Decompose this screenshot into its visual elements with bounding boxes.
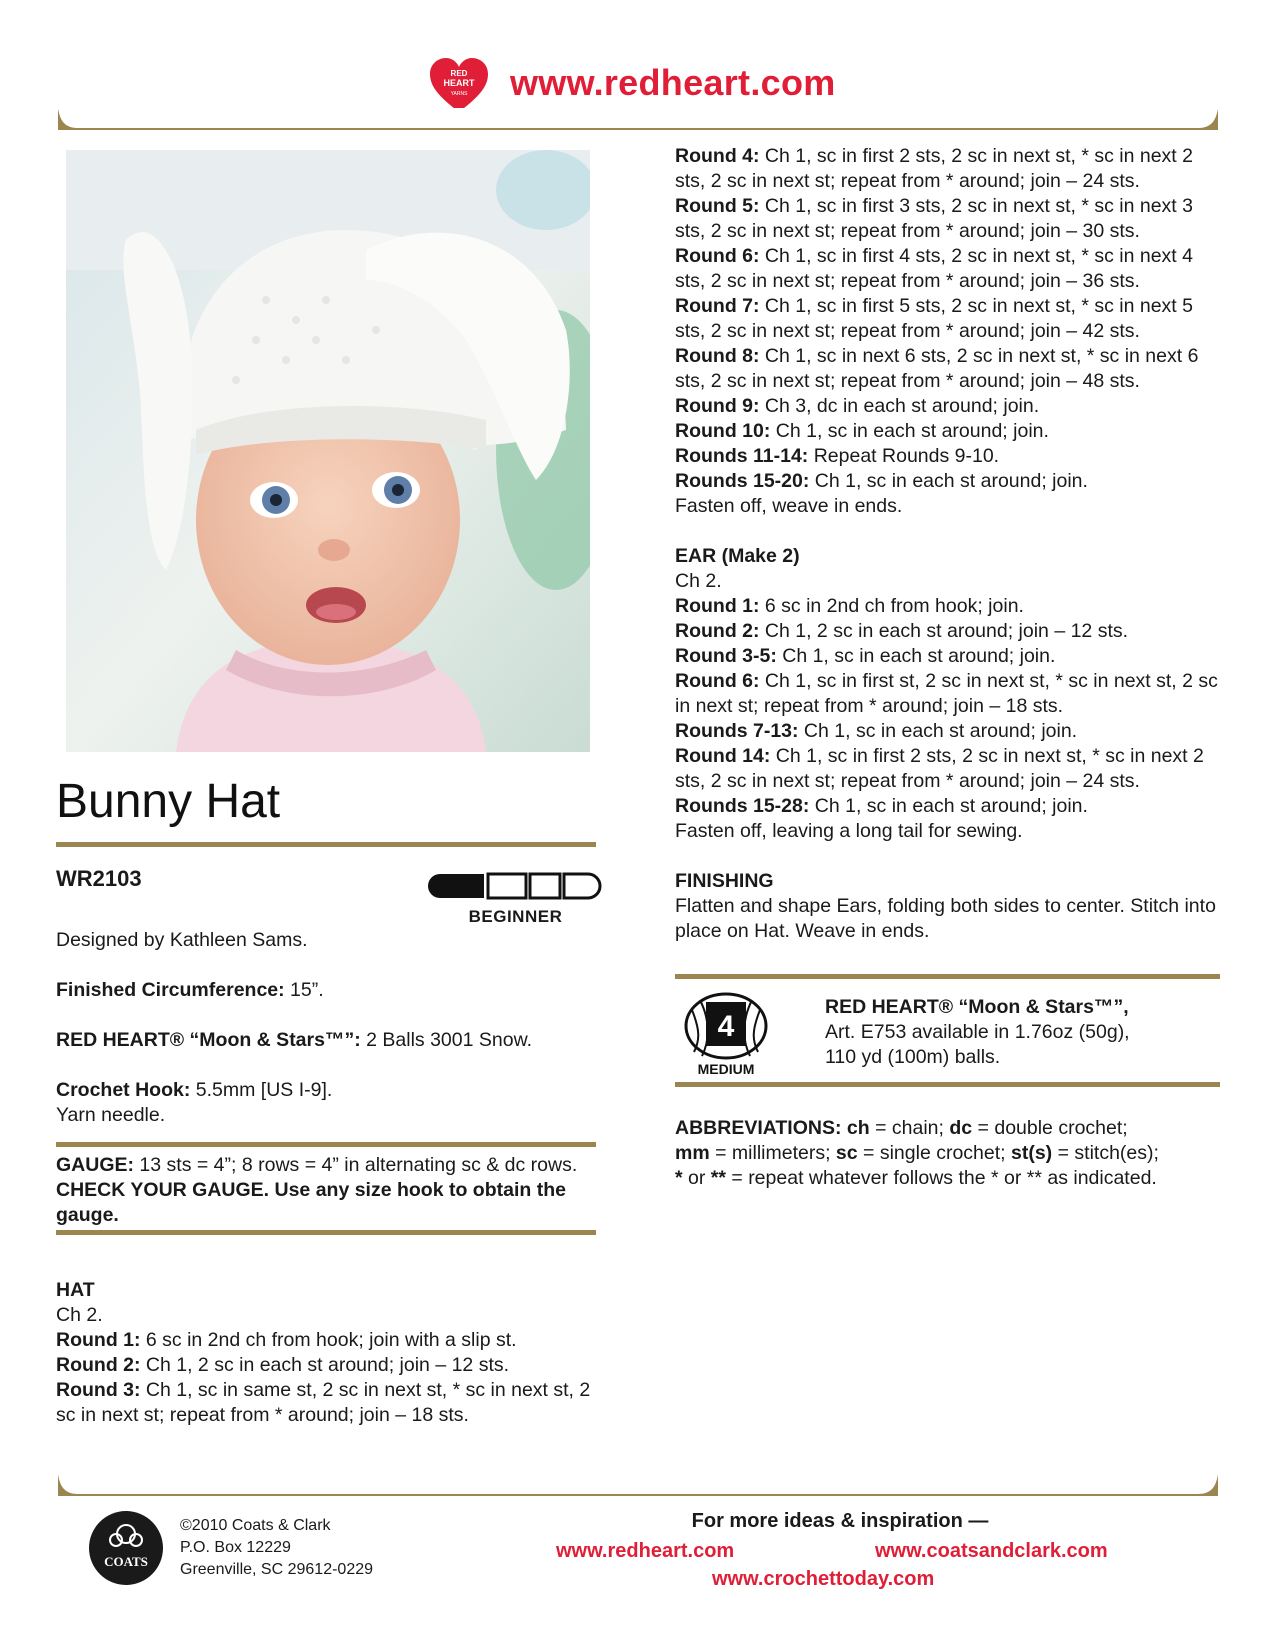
hat-round-6: Round 6: Ch 1, sc in first 4 sts, 2 sc in next st, * sc in next 4 sts, 2 sc in next st; repeat from * around; join – 36 sts. [675,245,1193,292]
gauge-block [56,1153,596,1228]
pattern-code: WR2103 [56,866,142,891]
gauge-bottom-divider [56,1230,596,1235]
hat-round-4: Round 4: Ch 1, sc in first 2 sts, 2 sc in next st, * sc in next 2 sts, 2 sc in next st; repeat from * around; join – 24 sts. [675,145,1193,192]
ear-round-1: Round 1: 6 sc in 2nd ch from hook; join. [675,595,1024,617]
hat-round-3: Round 3: Ch 1, sc in same st, 2 sc in next st, * sc in next st, 2 sc in next st; repeat from * around; join – 18 sts. [56,1379,591,1426]
gauge-value: 13 sts = 4”; 8 rows = 4” in alternating sc & dc rows. [134,1154,578,1176]
pattern-title: Bunny Hat [56,775,281,828]
yarn-box-bottom-divider [675,1082,1220,1087]
yarn-value: 2 Balls 3001 Snow. [360,1029,533,1051]
hat-start: Ch 2. [56,1304,103,1326]
ear-round-2: Round 2: Ch 1, 2 sc in each st around; join – 12 sts. [675,620,1129,642]
footer-gold-band [58,1474,1218,1496]
ear-round-6: Round 6: Ch 1, sc in first st, 2 sc in next st, * sc in next st, 2 sc in next st; repeat from * around; join – 18 sts. [675,670,1218,717]
finishing-text: Flatten and shape Ears, folding both sides to center. Stitch into place on Hat. Weave in ends. [675,895,1216,942]
hat-round-2: Round 2: Ch 1, 2 sc in each st around; join – 12 sts. [56,1354,510,1376]
header-gold-band [58,108,1218,130]
yarn-requirement [56,1028,596,1053]
yarn-box-top-divider [675,974,1220,979]
hat-round-7: Round 7: Ch 1, sc in first 5 sts, 2 sc in next st, * sc in next 5 sts, 2 sc in next st; repeat from * around; join – 42 sts. [675,295,1193,342]
abbreviations-section: ABBREVIATIONS: ch = chain; dc = double crochet; mm = millimeters; sc = single crochet; st(s) = stitch(es); * or ** = repeat whatever follows the * or ** as indicated. [675,1117,1159,1189]
ear-round-14: Round 14: Ch 1, sc in first 2 sts, 2 sc in next st, * sc in next 2 sts, 2 sc in next st; repeat from * around; join – 24 sts. [675,745,1204,792]
hook-value: 5.5mm [US I-9]. [190,1079,333,1101]
ear-round-3-5: Round 3-5: Ch 1, sc in each st around; join. [675,645,1056,667]
hook-label: Crochet Hook: [56,1079,191,1101]
finishing-section [675,869,1220,944]
red-heart-logo [428,56,490,114]
gauge-label: GAUGE: [56,1154,134,1176]
ear-rounds-15-28: Rounds 15-28: Ch 1, sc in each st around; join. [675,795,1088,817]
skill-level-indicator [428,872,603,930]
hat-round-5: Round 5: Ch 1, sc in first 3 sts, 2 sc in next st, * sc in next 3 sts, 2 sc in next st; repeat from * around; join – 30 sts. [675,195,1193,242]
ear-section [675,544,1220,844]
yarn-info-name: RED HEART® “Moon & Stars™”, [825,996,1129,1018]
finishing-heading: FINISHING [675,870,774,892]
yarn-info-detail-1: Art. E753 available in 1.76oz (50g), [825,1021,1130,1043]
ear-rounds-7-13: Rounds 7-13: Ch 1, sc in each st around; join. [675,720,1078,742]
header-url-link[interactable]: www.redheart.com [510,62,836,103]
hat-round-1: Round 1: 6 sc in 2nd ch from hook; join with a slip st. [56,1329,517,1351]
hat-heading: HAT [56,1279,95,1301]
hat-section-right [675,144,1220,519]
yarn-info-text [825,995,1225,1070]
skill-level-bar-icon [428,872,603,900]
hat-rounds-15-20: Rounds 15-20: Ch 1, sc in each st around; join. [675,470,1088,492]
coats-logo [88,1510,164,1586]
footer-link-redheart[interactable]: www.redheart.com [556,1540,735,1562]
baby-bunny-hat-photo [66,150,590,752]
yarn-weight-number: 4 [717,1010,735,1043]
hat-round-9: Round 9: Ch 3, dc in each st around; join. [675,395,1040,417]
coats-logo-text: COATS [104,1554,148,1569]
hat-section-left [56,1278,596,1428]
hat-round-10: Round 10: Ch 1, sc in each st around; join. [675,420,1049,442]
ear-end: Fasten off, leaving a long tail for sewing. [675,820,1023,842]
finished-circumference [56,978,596,1003]
hat-end: Fasten off, weave in ends. [675,495,903,517]
finished-label: Finished Circumference: [56,979,285,1001]
yarn-needle: Yarn needle. [56,1104,166,1126]
gauge-check: CHECK YOUR GAUGE. Use any size hook to obtain the gauge. [56,1179,566,1226]
footer-link-coatsandclark[interactable]: www.coatsandclark.com [875,1540,1108,1562]
footer-link-crochettoday[interactable]: www.crochettoday.com [712,1568,935,1590]
ear-heading: EAR (Make 2) [675,545,800,567]
title-divider [56,842,596,847]
finished-value: 15”. [284,979,324,1001]
crochet-hook [56,1078,596,1128]
designer-credit: Designed by Kathleen Sams. [56,929,308,951]
logo-line-1: RED [450,69,468,78]
yarn-info-detail-2: 110 yd (100m) balls. [825,1046,1001,1068]
medium-weight-yarn-icon [680,990,772,1078]
footer-more-ideas: For more ideas & inspiration — [691,1510,989,1532]
yarn-weight-label: MEDIUM [697,1061,755,1077]
skill-level-label: BEGINNER [468,907,563,926]
hat-round-8: Round 8: Ch 1, sc in next 6 sts, 2 sc in next st, * sc in next 6 sts, 2 sc in next st; repeat from * around; join – 48 sts. [675,345,1199,392]
logo-line-2: HEART [443,78,475,88]
footer-address: ©2010 Coats & Clark P.O. Box 12229 Greenville, SC 29612-0229 [180,1517,374,1578]
yarn-label: RED HEART® “Moon & Stars™”: [56,1029,361,1051]
logo-line-3: YARNS [450,91,468,97]
ear-start: Ch 2. [675,570,722,592]
gauge-top-divider [56,1142,596,1147]
hat-rounds-11-14: Rounds 11-14: Repeat Rounds 9-10. [675,445,1000,467]
